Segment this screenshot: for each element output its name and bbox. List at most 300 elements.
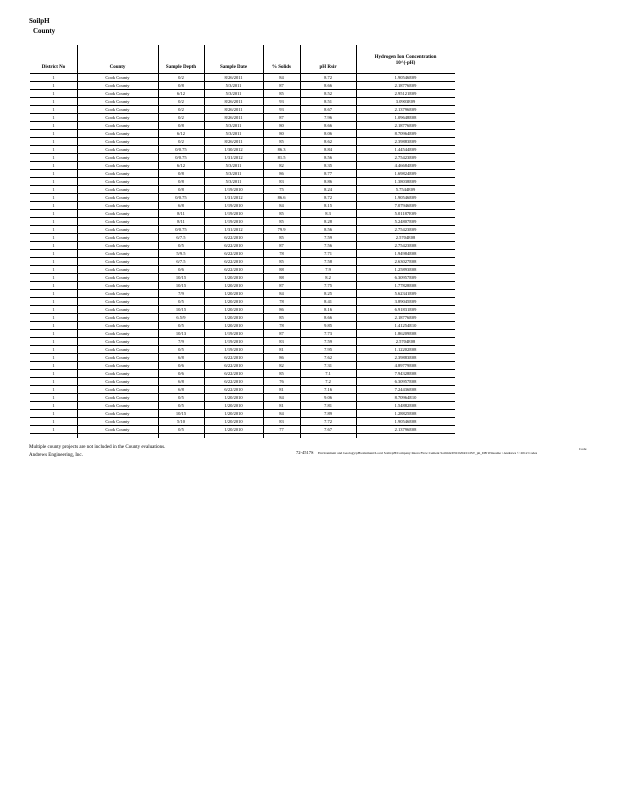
cell-ph: 8.16	[300, 306, 356, 314]
cell-sample-date: 6/22/2010	[204, 378, 263, 386]
cell-sample-depth: 0/2	[158, 74, 204, 82]
cell-county: Cook County	[77, 298, 158, 306]
table-row	[30, 298, 455, 306]
cell-sample-depth: 0/2	[158, 106, 204, 114]
cell-county: Cook County	[77, 210, 158, 218]
cell-county: Cook County	[77, 346, 158, 354]
cell-district: 1	[30, 130, 77, 138]
cell-ph: 8.86	[300, 178, 356, 186]
cell-district: 1	[30, 178, 77, 186]
cell-hydrogen: 1.54882E08	[356, 402, 455, 410]
table-row	[30, 170, 455, 178]
cell-sample-date: 1/20/2010	[204, 306, 263, 314]
table-row	[30, 282, 455, 290]
cell-solids: 86	[263, 306, 300, 314]
cell-solids: 86	[263, 170, 300, 178]
table-row	[30, 186, 455, 194]
table-row	[30, 290, 455, 298]
cell-sample-date: 5/3/2011	[204, 90, 263, 98]
cell-sample-depth: 10/15	[158, 282, 204, 290]
footer	[29, 444, 165, 460]
cell-district: 1	[30, 418, 77, 426]
cell-solids: 93	[263, 106, 300, 114]
header-county: County	[109, 65, 126, 70]
cell-ph: 8.35	[300, 162, 356, 170]
cell-district: 1	[30, 162, 77, 170]
table-row	[30, 154, 455, 162]
table-row	[30, 378, 455, 386]
cell-sample-date: 1/20/2010	[204, 282, 263, 290]
cell-solids: 87	[263, 82, 300, 90]
cell-hydrogen: 2.13796E08	[356, 426, 455, 434]
cell-district: 1	[30, 266, 77, 274]
cell-district: 1	[30, 362, 77, 370]
cell-sample-depth: 6/8	[158, 378, 204, 386]
cell-county: Cook County	[77, 122, 158, 130]
cell-sample-depth: 6/12	[158, 162, 204, 170]
cell-hydrogen: 2.13796E09	[356, 106, 455, 114]
cell-district: 1	[30, 394, 77, 402]
table-row	[30, 394, 455, 402]
cell-ph: 7.59	[300, 234, 356, 242]
table-row	[30, 266, 455, 274]
cell-sample-date: 5/3/2011	[204, 162, 263, 170]
report-title	[29, 16, 55, 36]
cell-county: Cook County	[77, 282, 158, 290]
cell-county: Cook County	[77, 74, 158, 82]
cell-sample-depth: 10/15	[158, 274, 204, 282]
cell-district: 1	[30, 386, 77, 394]
cell-sample-date: 6/22/2010	[204, 370, 263, 378]
cell-ph: 7.9	[300, 266, 356, 274]
cell-sample-date: 8/26/2011	[204, 74, 263, 82]
cell-hydrogen: 6.30957E08	[356, 378, 455, 386]
table-row	[30, 330, 455, 338]
cell-sample-date: 6/22/2010	[204, 266, 263, 274]
cell-ph: 8.56	[300, 226, 356, 234]
cell-district: 1	[30, 202, 77, 210]
cell-sample-date: 1/20/2010	[204, 402, 263, 410]
header-sample-date: Sample Date	[219, 65, 248, 70]
footer-page-code: 72-4517S	[296, 450, 314, 455]
footer-company: Andrews Engineering, Inc.	[29, 453, 83, 458]
cell-solids: 85	[263, 314, 300, 322]
cell-sample-depth: 0/0.75	[158, 154, 204, 162]
header-hydrogen-line2: 10^(-pH)	[395, 61, 416, 66]
cell-county: Cook County	[77, 242, 158, 250]
cell-sample-date: 1/20/2010	[204, 426, 263, 434]
cell-sample-date: 8/26/2011	[204, 98, 263, 106]
cell-district: 1	[30, 106, 77, 114]
cell-ph: 8.3	[300, 210, 356, 218]
table-row	[30, 210, 455, 218]
table-row	[30, 146, 455, 154]
cell-sample-date: 1/20/2010	[204, 322, 263, 330]
cell-sample-depth: 0/8	[158, 170, 204, 178]
table-row	[30, 426, 455, 434]
cell-district: 1	[30, 154, 77, 162]
cell-hydrogen: 1.86209E08	[356, 330, 455, 338]
cell-hydrogen: 3.0903E09	[356, 98, 455, 106]
cell-county: Cook County	[77, 378, 158, 386]
cell-ph: 8.72	[300, 194, 356, 202]
cell-sample-depth: 6/7.5	[158, 258, 204, 266]
cell-sample-depth: 6/8	[158, 354, 204, 362]
cell-ph: 7.72	[300, 418, 356, 426]
cell-sample-depth: 6/12	[158, 130, 204, 138]
table-row	[30, 226, 455, 234]
cell-solids: 81.5	[263, 154, 300, 162]
cell-hydrogen: 7.24436E08	[356, 386, 455, 394]
cell-ph: 7.62	[300, 354, 356, 362]
cell-hydrogen: 1.09648E08	[356, 114, 455, 122]
cell-sample-date: 1/30/2012	[204, 146, 263, 154]
cell-district: 1	[30, 402, 77, 410]
table-row	[30, 202, 455, 210]
cell-sample-date: 5/3/2011	[204, 130, 263, 138]
cell-hydrogen: 1.25893E08	[356, 266, 455, 274]
cell-ph: 8.62	[300, 138, 356, 146]
cell-county: Cook County	[77, 170, 158, 178]
cell-sample-depth: 0/0.75	[158, 146, 204, 154]
cell-ph: 8.25	[300, 290, 356, 298]
cell-sample-depth: 6/8	[158, 386, 204, 394]
cell-district: 1	[30, 210, 77, 218]
cell-district: 1	[30, 314, 77, 322]
table-row	[30, 114, 455, 122]
cell-ph: 8.77	[300, 170, 356, 178]
cell-ph: 7.58	[300, 258, 356, 266]
cell-sample-date: 1/19/2010	[204, 202, 263, 210]
cell-district: 1	[30, 354, 77, 362]
cell-sample-depth: 0/8	[158, 178, 204, 186]
cell-ph: 7.71	[300, 250, 356, 258]
cell-sample-date: 1/20/2010	[204, 274, 263, 282]
cell-sample-depth: 0/5	[158, 394, 204, 402]
cell-sample-depth: 0/2	[158, 114, 204, 122]
cell-county: Cook County	[77, 394, 158, 402]
cell-county: Cook County	[77, 330, 158, 338]
cell-hydrogen: 6.30957E09	[356, 274, 455, 282]
cell-hydrogen: 5.01187E09	[356, 210, 455, 218]
cell-county: Cook County	[77, 114, 158, 122]
cell-district: 1	[30, 370, 77, 378]
cell-sample-date: 1/20/2010	[204, 394, 263, 402]
cell-sample-depth: 0/5	[158, 402, 204, 410]
cell-hydrogen: 8.70964E10	[356, 394, 455, 402]
cell-district: 1	[30, 322, 77, 330]
cell-ph: 9.85	[300, 322, 356, 330]
cell-solids: 75	[263, 186, 300, 194]
cell-sample-depth: 0/0.75	[158, 194, 204, 202]
cell-county: Cook County	[77, 154, 158, 162]
cell-sample-depth: 10/15	[158, 306, 204, 314]
cell-ph: 8.41	[300, 298, 356, 306]
cell-county: Cook County	[77, 266, 158, 274]
cell-county: Cook County	[77, 98, 158, 106]
cell-solids: 78	[263, 322, 300, 330]
cell-hydrogen: 1.28825E08	[356, 410, 455, 418]
cell-hydrogen: 1.90546E08	[356, 418, 455, 426]
cell-county: Cook County	[77, 186, 158, 194]
cell-county: Cook County	[77, 274, 158, 282]
cell-hydrogen: 1.12202E08	[356, 346, 455, 354]
cell-solids: 86	[263, 354, 300, 362]
cell-county: Cook County	[77, 178, 158, 186]
cell-district: 1	[30, 274, 77, 282]
cell-district: 1	[30, 242, 77, 250]
cell-district: 1	[30, 290, 77, 298]
table-body	[30, 74, 455, 434]
cell-district: 1	[30, 330, 77, 338]
cell-district: 1	[30, 98, 77, 106]
cell-hydrogen: 5.62341E09	[356, 290, 455, 298]
cell-hydrogen: 1.94984E08	[356, 250, 455, 258]
table-row	[30, 234, 455, 242]
cell-county: Cook County	[77, 226, 158, 234]
footer-path: Environment and Geology\pHsoilement\Local Soils\pH\Company Intera Flow Cement Soilmls\INC0204\COST_ph_DB Winsome \ Andrews © 2012 Codes	[318, 451, 538, 455]
cell-county: Cook County	[77, 138, 158, 146]
cell-sample-depth: 0/5	[158, 346, 204, 354]
cell-county: Cook County	[77, 250, 158, 258]
cell-ph: 8.66	[300, 82, 356, 90]
cell-sample-date: 1/19/2010	[204, 218, 263, 226]
cell-ph: 8.56	[300, 154, 356, 162]
cell-ph: 8.2	[300, 274, 356, 282]
cell-district: 1	[30, 114, 77, 122]
cell-sample-date: 5/3/2011	[204, 122, 263, 130]
cell-solids: 78	[263, 250, 300, 258]
cell-sample-depth: 8/11	[158, 210, 204, 218]
cell-ph: 8.66	[300, 122, 356, 130]
cell-county: Cook County	[77, 386, 158, 394]
cell-county: Cook County	[77, 90, 158, 98]
cell-solids: 85	[263, 370, 300, 378]
cell-hydrogen: 7.07946E09	[356, 202, 455, 210]
cell-sample-depth: 10/15	[158, 410, 204, 418]
cell-hydrogen: 2.18776E09	[356, 82, 455, 90]
cell-county: Cook County	[77, 426, 158, 434]
cell-district: 1	[30, 306, 77, 314]
report-title-line1: SoilpH	[29, 17, 50, 25]
cell-hydrogen: 6.91831E09	[356, 306, 455, 314]
cell-hydrogen: 2.75423E08	[356, 242, 455, 250]
report-title-line2: County	[33, 27, 56, 35]
table-row	[30, 242, 455, 250]
cell-ph: 7.56	[300, 242, 356, 250]
cell-sample-date: 1/19/2010	[204, 210, 263, 218]
cell-sample-depth: 0/2	[158, 98, 204, 106]
table-row	[30, 362, 455, 370]
cell-county: Cook County	[77, 218, 158, 226]
cell-sample-depth: 6/12	[158, 90, 204, 98]
cell-sample-depth: 0/6	[158, 266, 204, 274]
cell-sample-date: 6/22/2010	[204, 386, 263, 394]
cell-hydrogen: 4.89779E08	[356, 362, 455, 370]
cell-hydrogen: 1.77828E08	[356, 282, 455, 290]
cell-hydrogen: 1.90546E09	[356, 194, 455, 202]
cell-solids: 80	[263, 130, 300, 138]
cell-district: 1	[30, 250, 77, 258]
cell-county: Cook County	[77, 418, 158, 426]
cell-ph: 9.06	[300, 394, 356, 402]
cell-sample-depth: 5/10	[158, 418, 204, 426]
cell-sample-date: 1/20/2010	[204, 418, 263, 426]
cell-ph: 7.31	[300, 362, 356, 370]
cell-county: Cook County	[77, 106, 158, 114]
table-row	[30, 410, 455, 418]
cell-sample-depth: 8/11	[158, 218, 204, 226]
cell-solids: 87	[263, 114, 300, 122]
cell-district: 1	[30, 258, 77, 266]
cell-sample-depth: 0/2	[158, 138, 204, 146]
cell-solids: 84	[263, 410, 300, 418]
cell-ph: 8.24	[300, 186, 356, 194]
cell-solids: 84	[263, 74, 300, 82]
cell-ph: 7.73	[300, 330, 356, 338]
cell-county: Cook County	[77, 146, 158, 154]
cell-sample-date: 1/31/2012	[204, 226, 263, 234]
cell-county: Cook County	[77, 162, 158, 170]
cell-ph: 8.28	[300, 218, 356, 226]
table-row	[30, 130, 455, 138]
cell-hydrogen: 2.63027E08	[356, 258, 455, 266]
header-sample-depth: Sample Depth	[165, 65, 197, 70]
cell-solids: 93	[263, 98, 300, 106]
header-district: District No	[41, 65, 66, 70]
cell-solids: 80	[263, 122, 300, 130]
cell-county: Cook County	[77, 362, 158, 370]
cell-sample-depth: 0/5	[158, 298, 204, 306]
cell-county: Cook County	[77, 314, 158, 322]
cell-district: 1	[30, 234, 77, 242]
header-hydrogen	[356, 55, 455, 67]
cell-sample-depth: 7/9	[158, 290, 204, 298]
cell-sample-date: 8/26/2011	[204, 106, 263, 114]
cell-sample-date: 1/19/2010	[204, 186, 263, 194]
cell-sample-date: 8/26/2011	[204, 138, 263, 146]
header-solids: % Solids	[271, 65, 292, 70]
cell-ph: 8.51	[300, 98, 356, 106]
data-table	[30, 73, 455, 434]
cell-solids: 84	[263, 290, 300, 298]
cell-county: Cook County	[77, 82, 158, 90]
cell-ph: 7.95	[300, 346, 356, 354]
cell-sample-depth: 0/8	[158, 122, 204, 130]
cell-solids: 82	[263, 162, 300, 170]
cell-sample-depth: 6/7.5	[158, 234, 204, 242]
cell-hydrogen: 2.39883E09	[356, 138, 455, 146]
table-row	[30, 74, 455, 82]
cell-sample-depth: 0/6	[158, 362, 204, 370]
cell-district: 1	[30, 146, 77, 154]
cell-county: Cook County	[77, 410, 158, 418]
footer-corner: Code	[579, 447, 587, 451]
cell-sample-date: 1/20/2010	[204, 290, 263, 298]
cell-solids: 84	[263, 202, 300, 210]
cell-county: Cook County	[77, 338, 158, 346]
cell-sample-depth: 5/9.5	[158, 250, 204, 258]
cell-county: Cook County	[77, 354, 158, 362]
table-row	[30, 138, 455, 146]
cell-sample-date: 1/19/2010	[204, 346, 263, 354]
cell-solids: 85	[263, 210, 300, 218]
cell-hydrogen: 1.41254E10	[356, 322, 455, 330]
cell-solids: 77	[263, 426, 300, 434]
table-row	[30, 418, 455, 426]
cell-solids: 85	[263, 234, 300, 242]
cell-district: 1	[30, 226, 77, 234]
cell-ph: 7.81	[300, 402, 356, 410]
cell-hydrogen: 2.5704E08	[356, 338, 455, 346]
cell-sample-depth: 0/5	[158, 426, 204, 434]
cell-district: 1	[30, 74, 77, 82]
cell-ph: 8.67	[300, 106, 356, 114]
cell-district: 1	[30, 186, 77, 194]
cell-ph: 7.67	[300, 426, 356, 434]
cell-district: 1	[30, 138, 77, 146]
table-row	[30, 106, 455, 114]
table-row	[30, 178, 455, 186]
cell-county: Cook County	[77, 370, 158, 378]
cell-district: 1	[30, 338, 77, 346]
cell-ph: 7.96	[300, 114, 356, 122]
cell-sample-date: 5/3/2011	[204, 178, 263, 186]
header-ph: pH Rsir	[319, 65, 337, 70]
cell-hydrogen: 1.38038E09	[356, 178, 455, 186]
cell-solids: 83	[263, 178, 300, 186]
table-row	[30, 346, 455, 354]
table-row	[30, 386, 455, 394]
cell-sample-date: 1/31/2012	[204, 194, 263, 202]
table-row	[30, 98, 455, 106]
cell-hydrogen: 2.18776E09	[356, 122, 455, 130]
cell-solids: 85	[263, 90, 300, 98]
cell-hydrogen: 3.89045E09	[356, 298, 455, 306]
cell-ph: 8.72	[300, 74, 356, 82]
cell-sample-depth: 0/8	[158, 186, 204, 194]
table-row	[30, 314, 455, 322]
cell-solids: 81	[263, 346, 300, 354]
cell-ph: 8.84	[300, 146, 356, 154]
table-row	[30, 250, 455, 258]
cell-county: Cook County	[77, 258, 158, 266]
cell-sample-date: 1/19/2010	[204, 338, 263, 346]
cell-sample-depth: 6.5/9	[158, 314, 204, 322]
cell-solids: 85	[263, 138, 300, 146]
cell-hydrogen: 2.5704E08	[356, 234, 455, 242]
cell-solids: 83	[263, 418, 300, 426]
cell-hydrogen: 5.7544E09	[356, 186, 455, 194]
cell-solids: 78	[263, 298, 300, 306]
table-row	[30, 370, 455, 378]
cell-district: 1	[30, 194, 77, 202]
cell-hydrogen: 8.70964E09	[356, 130, 455, 138]
cell-ph: 7.89	[300, 410, 356, 418]
cell-ph: 8.15	[300, 202, 356, 210]
cell-sample-date: 6/22/2010	[204, 258, 263, 266]
cell-ph: 8.06	[300, 130, 356, 138]
cell-solids: 81	[263, 386, 300, 394]
cell-sample-date: 5/3/2011	[204, 170, 263, 178]
cell-county: Cook County	[77, 202, 158, 210]
cell-sample-date: 6/22/2010	[204, 250, 263, 258]
cell-county: Cook County	[77, 306, 158, 314]
cell-solids: 81	[263, 402, 300, 410]
cell-hydrogen: 1.90546E09	[356, 74, 455, 82]
cell-sample-depth: 0/6	[158, 370, 204, 378]
cell-ph: 7.75	[300, 282, 356, 290]
